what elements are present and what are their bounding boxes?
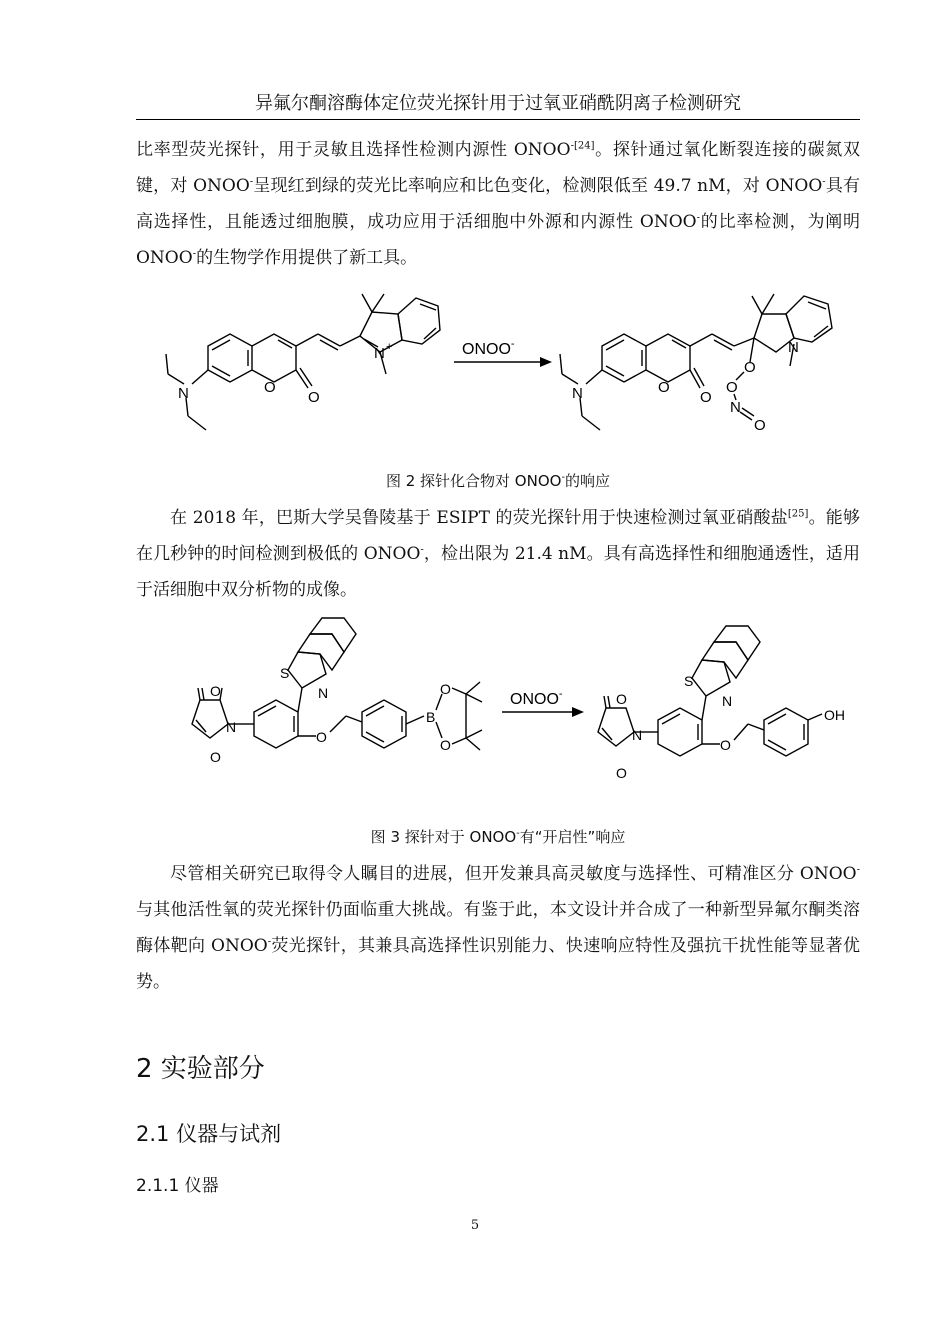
text-run: -[24] (570, 140, 595, 152)
paragraph-2 (136, 500, 860, 608)
fig3-product-atom-o-bottom: O (616, 765, 627, 781)
page-number: 5 (470, 1218, 480, 1233)
fig2-product-atom-o3: O (754, 417, 766, 434)
fig3-product-atom-n: N (632, 727, 643, 743)
text-run: 具有高选择性，且能透过细胞膜，成功应用于活细胞中外源和内源性 ONOO (136, 176, 861, 232)
fig3-atom-o-ether: O (316, 729, 327, 745)
fig3-atom-o-bottom: O (210, 749, 221, 765)
fig3-product-atom-n-thiazole: N (722, 693, 733, 709)
fig2-atom-n-left: N (178, 385, 189, 402)
text-run: 的比率检测，为阐明 ONOO (136, 212, 861, 268)
fig2-atom-o-ring: O (264, 379, 276, 396)
fig2-plus-charge: + (386, 341, 393, 353)
figure-2-reaction-scheme (140, 284, 860, 454)
fig2-product-atom-n-left: N (572, 385, 583, 402)
fig3-reagent-label: ONOO- (510, 688, 563, 708)
fig2-reagent-label: ONOO- (462, 338, 515, 358)
text-run: - (856, 864, 860, 876)
fig2-product-atom-o-ring: O (658, 379, 670, 396)
paragraph-1 (136, 132, 860, 276)
fig2-product-atom-n2: N (730, 399, 741, 416)
text-run: - (420, 544, 424, 556)
text-run: [25] (787, 508, 809, 520)
running-header: 异氟尔酮溶酶体定位荧光探针用于过氧亚硝酰阴离子检测研究 (136, 92, 860, 120)
fig3-product-atom-oh: OH (824, 707, 845, 723)
fig2-product-atom-o2: O (726, 379, 738, 396)
fig3-product-atom-s: S (684, 673, 694, 689)
text-run: 与其他活性氧的荧光探针仍面临重大挑战。有鉴于此，本文设计并合成了一种新型异氟尔酮类溶酶体靶向 ONOO (136, 900, 860, 956)
fig2-product-structure (560, 294, 832, 430)
text-run: - (822, 176, 826, 188)
fig2-product-atom-o1: O (744, 359, 756, 376)
paragraph-3 (136, 856, 860, 1000)
text-run: 荧光探针，其兼具高选择性识别能力、快速响应特性及强抗干扰性能等显著优势。 (136, 936, 861, 992)
fig2-reaction-arrow (454, 357, 552, 367)
text-run: 尽管相关研究已取得令人瞩目的进展，但开发兼具高灵敏度与选择性、可精准区分 ONOO (170, 864, 857, 884)
fig3-atom-n-thiazole: N (318, 685, 329, 701)
figure-2-caption: 图 2 探针化合物对 ONOO-的响应 (385, 472, 611, 490)
text-run: - (267, 936, 272, 948)
text-run: ，检出限为 21.4 nM。具有高选择性和细胞通透性，适用于活细胞中双分析物的成像。 (136, 544, 861, 600)
fig3-reaction-arrow (502, 707, 584, 717)
fig3-atom-b: B (426, 709, 436, 725)
subsection-heading: 2.1 仪器与试剂 (136, 1122, 282, 1146)
fig3-atom-n: N (226, 719, 237, 735)
section-heading: 2 实验部分 (136, 1054, 265, 1084)
text-run: 的生物学作用提供了新工具。 (196, 248, 418, 268)
text-run: 比率型荧光探针，用于灵敏且选择性检测内源性 ONOO (136, 140, 571, 160)
text-run: 在 2018 年，巴斯大学吴鲁陵基于 ESIPT 的荧光探针用于快速检测过氧亚硝酸盐 (170, 508, 788, 528)
figure-3-caption: 图 3 探针对于 ONOO-有“开启性”响应 (370, 828, 626, 846)
fig2-atom-n-plus: N (374, 345, 385, 362)
figure-3-reaction-scheme (170, 616, 860, 806)
text-run: - (696, 212, 701, 224)
fig2-product-atom-o-carbonyl: O (700, 389, 712, 406)
fig2-product-atom-n: N (788, 339, 799, 356)
text-run: - (192, 248, 197, 260)
fig3-atom-o-boron-top: O (440, 681, 451, 697)
fig3-product-atom-o-ether: O (720, 737, 731, 753)
text-run: 。探针通过氧化断裂连接的碳氮双键，对 ONOO (136, 140, 861, 196)
fig2-reactant-structure (166, 294, 440, 430)
fig3-atom-o-top: O (210, 683, 221, 699)
text-run: 。能够在几秒钟的时间检测到极低的 ONOO (136, 508, 860, 564)
fig3-product-atom-o-top: O (616, 691, 627, 707)
text-run: 呈现红到绿的荧光比率响应和比色变化，检测限低至 49.7 nM，对 ONOO (253, 176, 823, 196)
fig2-atom-o-carbonyl: O (308, 389, 320, 406)
fig3-atom-o-boron-bottom: O (440, 737, 451, 753)
subsubsection-heading: 2.1.1 仪器 (136, 1176, 219, 1196)
text-run: - (249, 176, 254, 188)
fig3-atom-s: S (280, 665, 290, 681)
